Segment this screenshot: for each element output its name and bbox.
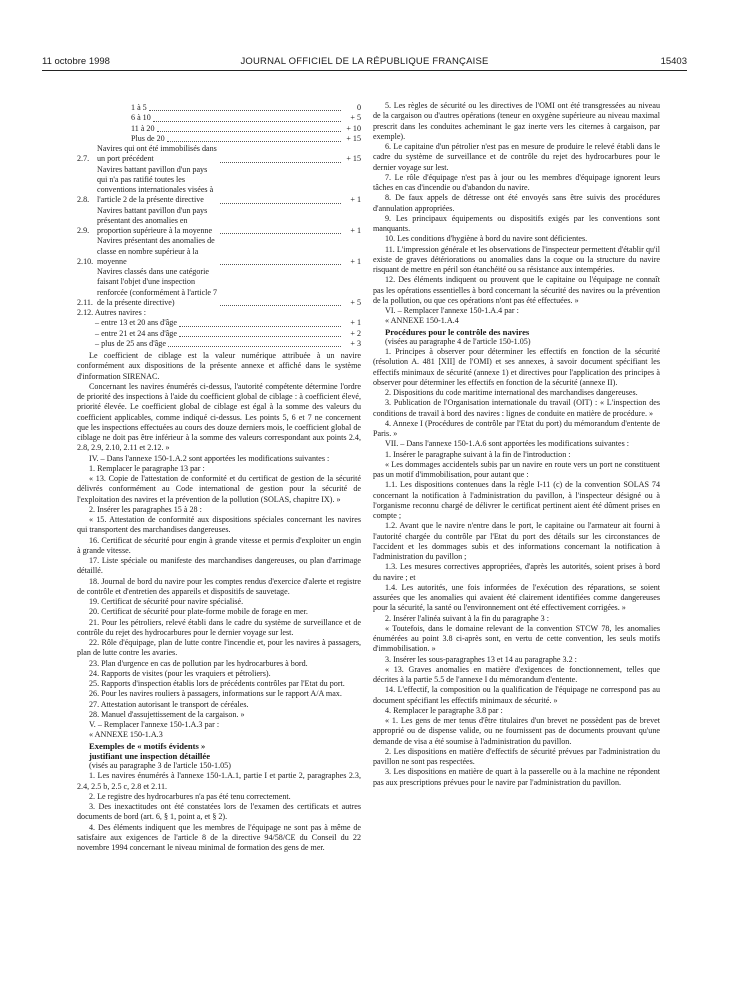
paragraph: 4. Remplacer le paragraphe 3.8 par : xyxy=(385,705,503,715)
paragraph: 7. Le rôle d'équipage n'est pas à jour ou les membres d'équipage ignorent leurs tâches en cas d'incendie ou d'abandon du navire. xyxy=(373,172,660,192)
page-header xyxy=(42,56,687,70)
paragraph: IV. – Dans l'annexe 150-1.A.2 sont apportées les modifications suivantes : xyxy=(89,453,330,463)
item-label: – entre 21 et 24 ans d'âge xyxy=(95,328,177,338)
paragraph: « 13. Graves anomalies en matière d'exigences de fonctionnement, telles que décrites à la partie 5.5 de l'annexe I du mémorandum d'entente. xyxy=(373,664,660,684)
item-number: 2.9. xyxy=(77,226,90,235)
paragraph: 1.2. Avant que le navire n'entre dans le port, le capitaine ou l'armateur ait fourni à l'autorité chargée du contrôle par l'Etat du port des détails sur les circonstances de l'accident et les dommages subis et des informations concernant la notification à l'administration du pavillon ; xyxy=(373,521,660,561)
ages-title: 2.12. Autres navires : xyxy=(77,308,147,317)
item-value: + 1 xyxy=(350,195,361,205)
page-number: 15403 xyxy=(660,56,687,67)
paragraph: « 15. Attestation de conformité aux dispositions spéciales concernant les navires qui transportent des marchandises dangereuses. xyxy=(77,515,361,535)
scale-row xyxy=(77,103,361,113)
item-number: 2.7. xyxy=(77,154,90,164)
item-label: Plus de 20 xyxy=(131,133,165,143)
paragraph: 3. Des inexactitudes ont été constatées lors de l'examen des certificats et autres documents de bord (art. 6, § 1, point a, et § 2). xyxy=(77,802,361,822)
leader-dots xyxy=(220,162,341,163)
item-label: – entre 13 et 20 ans d'âge xyxy=(95,318,177,328)
paragraph: 2. Dispositions du code maritime international des marchandises dangereuses. xyxy=(385,388,638,397)
item-value: + 5 xyxy=(350,297,361,307)
paragraph: 2. Les dispositions en matière d'effectifs de sécurité prévues par l'administration du pavillon ne sont pas respectées. xyxy=(373,746,660,766)
paragraph: VII. – Dans l'annexe 150-1.A.6 sont apportées les modifications suivantes : xyxy=(385,439,629,449)
paragraph: 12. Des éléments indiquent ou prouvent que le capitaine ou l'équipage ne connaît pas les opérations essentielles à bord concernant la sécurité des navires ou la prévention de la pollution, ou que ces opérations n'ont pas été effectuées. » xyxy=(373,275,660,305)
paragraph: 1. Insérer le paragraphe suivant à la fin de l'introduction : xyxy=(385,449,571,459)
item-number: 2.8. xyxy=(77,195,90,205)
paragraph: 23. Plan d'urgence en cas de pollution par les hydrocarbures à bord. xyxy=(89,658,308,668)
leader-dots xyxy=(153,121,341,122)
paragraph: 20. Certificat de sécurité pour plate-forme mobile de forage en mer. xyxy=(89,607,308,617)
paragraph: 18. Journal de bord du navire pour les comptes rendus d'exercice d'alerte et registre de contrôle et d'entretien des appareils et dispositifs de sauvetage. xyxy=(77,576,361,596)
paragraph: 8. De faux appels de détresse ont été envoyés sans être suivis des procédures d'annulation appropriées. xyxy=(373,193,660,213)
paragraph: Concernant les navires énumérés ci-dessus, l'autorité compétente détermine l'ordre de priorité des inspections à l'aide du coefficient global de ciblage : à coefficient élevé, priorité élevée. Le coefficient global de ciblage est égal à la somme des valeurs du coefficient applicables, comme indiqué ci-dessus. Les points 5, 6 et 7 ne concernent que les inspections effectuées au cours des douze derniers mois, le coefficient global de ciblage ne doit pas être inférieur à la somme des valeurs correspondant aux points 2.4, 2.8, 2.9, 2.10, 2.11 et 2.12. » xyxy=(77,381,361,453)
age-row xyxy=(77,329,361,339)
paragraph: 4. Des éléments indiquent que les membres de l'équipage ne sont pas à même de satisfaire aux exigences de l'article 8 de la directive 94/58/CE du Conseil du 22 novembre 1994 concernant le niveau minimal de formation des gens de mer. xyxy=(77,822,361,852)
paragraph: « 13. Copie de l'attestation de conformité et du certificat de gestion de la sécurité délivrés conformément au Code international de gestion pour la sécurité de l'exploitation des navires et la prévention de la pollution (SOLAS, chapitre IX). » xyxy=(77,474,361,504)
paragraph: 17. Liste spéciale ou manifeste des marchandises dangereuses, ou plan d'arrimage détaillé. xyxy=(77,556,361,576)
paragraph: 27. Attestation autorisant le transport de céréales. xyxy=(89,699,249,709)
item-value: + 1 xyxy=(350,318,361,328)
paragraph: « 1. Les gens de mer tenus d'être titulaires d'un brevet ne possèdent pas de brevet approprié ou de dispense valide, ou ne fournissent pas de documents prouvant qu'une demande de visa a été soumise à l'administration du pavillon. xyxy=(373,716,660,746)
item-label: 6 à 10 xyxy=(131,113,151,123)
coefficient-row xyxy=(77,165,361,206)
age-row xyxy=(77,339,361,349)
leader-dots xyxy=(149,110,341,111)
paragraph: 2. Le registre des hydrocarbures n'a pas été tenu correctement. xyxy=(89,791,291,801)
item-number: 2.10. xyxy=(77,256,94,266)
paragraph: 21. Pour les pétroliers, relevé établi dans le cadre du système de surveillance et de contrôle du rejet des hydrocarbures pour le dernier voyage sur lest. xyxy=(77,617,361,637)
annex-title: « ANNEXE 150-1.A.3 xyxy=(89,730,163,740)
leader-dots xyxy=(179,336,341,337)
leader-dots xyxy=(220,305,341,306)
item-value: 0 xyxy=(356,103,361,112)
item-label: Navires battant pavillon d'un pays qui n'a pas ratifié toutes les conventions internationales visées à l'article 2 de la présente directive xyxy=(97,164,214,205)
paragraph: 1.4. Les autorités, une fois informées de l'exécution des réparations, se soient assurées que les anomalies qui avaient été clairement identifiées comme dangereuses pour la sécurité, la santé ou l'environnement ont été effectivement corrigées. » xyxy=(373,582,660,613)
item-value: + 1 xyxy=(350,256,361,266)
leader-dots xyxy=(168,346,341,347)
item-label: Navires présentant des anomalies de classe en nombre supérieur à la moyenne xyxy=(97,236,215,266)
paragraph: 2. Insérer les paragraphes 15 à 28 : xyxy=(89,504,202,514)
section-subheading: (visés au paragraphe 3 de l'article 150-1.05) xyxy=(89,761,231,770)
section-subheading: (visées au paragraphe 4 de l'article 150-1.05) xyxy=(385,336,531,346)
paragraph: 4. Annexe I (Procédures de contrôle par l'Etat du port) du mémorandum d'entente de Paris. » xyxy=(373,418,660,438)
paragraph: 28. Manuel d'assujettissement de la cargaison. » xyxy=(89,709,245,719)
paragraph: 5. Les règles de sécurité ou les directives de l'OMI ont été transgressées au niveau de la cargaison ou d'autres opérations (teneur en oxygène supérieure au niveau maximal prescrit dans les conduites acheminant le gaz inerte vers les citernes à cargaison, par exemple). xyxy=(373,101,660,141)
paragraph: 3. Publication de l'Organisation internationale du travail (OIT) : « L'inspection des conditions de travail à bord des navires : lignes de conduite en matière de procédure. » xyxy=(373,398,660,418)
paragraph: 10. Les conditions d'hygiène à bord du navire sont déficientes. xyxy=(385,234,588,244)
coefficient-row xyxy=(77,144,361,165)
item-label: 1 à 5 xyxy=(131,103,147,112)
paragraph: 1. Les navires énumérés à l'annexe 150-1.A.1, partie I et partie 2, paragraphes 2.3, 2.4, 2.5 b, 2.5 c, 2.8 et 2.11. xyxy=(77,771,361,791)
leader-dots xyxy=(179,326,341,327)
paragraph: « Toutefois, dans le domaine relevant de la convention STCW 78, les anomalies énumérées au point 3.8 ci-après sont, en vertu de cette convention, les seuls motifs d'immobilisation. » xyxy=(373,623,660,654)
coefficient-table xyxy=(77,103,361,349)
paragraph: 16. Certificat de sécurité pour engin à grande vitesse et permis d'exploiter un engin à grande vitesse. xyxy=(77,535,361,555)
item-value: + 1 xyxy=(350,226,361,235)
paragraph: VI. – Remplacer l'annexe 150-1.A.4 par : xyxy=(385,306,519,315)
paragraph: « Les dommages accidentels subis par un navire en route vers un port ne constituent pas un motif d'immobilisation, pour autant que : xyxy=(373,459,660,479)
paragraph: 22. Rôle d'équipage, plan de lutte contre l'incendie et, pour les navires à passagers, plan de lutte contre les avaries. xyxy=(77,638,361,658)
paragraph: 6. Le capitaine d'un pétrolier n'est pas en mesure de produire le relevé établi dans le cadre du système de surveillance et de contrôle du rejet des hydrocarbures pour le dernier voyage sur lest. xyxy=(373,142,660,172)
paragraph: 25. Rapports d'inspection établis lors de précédents contrôles par l'Etat du port. xyxy=(89,679,345,688)
coefficient-row xyxy=(77,267,361,308)
scale-row xyxy=(77,113,361,123)
leader-dots xyxy=(220,203,341,204)
paragraph: V. – Remplacer l'annexe 150-1.A.3 par : xyxy=(89,720,220,729)
section-heading: justifiant une inspection détaillée xyxy=(89,750,211,761)
paragraph: 1.1. Les dispositions contenues dans la règle I-11 (c) de la convention SOLAS 74 concernant la notification à l'administration du pavillon, à l'inspecteur désigné ou à l'organisme reconnu chargé de délivrer le certificat pertinent aient été dûment prises en compte ; xyxy=(373,480,660,520)
leader-dots xyxy=(220,264,341,265)
paragraph: 2. Insérer l'alinéa suivant à la fin du paragraphe 3 : xyxy=(385,613,549,623)
paragraph: Le coefficient de ciblage est la valeur numérique attribuée à un navire conformément aux dispositions de la présente annexe et affiché dans le système d'information SIRENAC. xyxy=(77,351,361,381)
paragraph: 14. L'effectif, la composition ou la qualification de l'équipage ne correspond pas au document spécifiant les effectifs minimaux de sécurité. » xyxy=(373,685,660,705)
paragraph: 26. Pour les navires rouliers à passagers, informations sur le rapport A/A max. xyxy=(89,689,342,699)
paragraph: 9. Les principaux équipements ou dispositifs exigés par les conventions sont manquants. xyxy=(373,213,660,233)
leader-dots xyxy=(220,233,341,234)
item-label: Navires battant pavillon d'un pays présentant des anomalies en proportion supérieure à la moyenne xyxy=(97,205,213,235)
paragraph: 1. Remplacer le paragraphe 13 par : xyxy=(89,463,205,473)
paragraph: 1. Principes à observer pour déterminer les effectifs en fonction de la sécurité (résolution A. 481 [XII] de l'OMI) et ses annexes, à savoir document spécifiant les effectifs minimaux de sécurité (annexe 1) et directives pour l'application des principes à observer pour déterminer les effectifs en fonction de la sécurité (annexe II). xyxy=(373,347,660,387)
item-label: Navires classés dans une catégorie faisant l'objet d'une inspection renforcée (conformément à l'article 7 de la présente directive) xyxy=(97,267,218,307)
item-value: + 3 xyxy=(350,338,361,348)
right-column xyxy=(373,101,660,788)
journal-title: JOURNAL OFFICIEL DE LA RÉPUBLIQUE FRANÇAISE xyxy=(240,56,489,67)
age-row xyxy=(77,318,361,328)
leader-dots xyxy=(167,141,341,142)
item-label: 11 à 20 xyxy=(131,123,155,133)
item-number: 2.11. xyxy=(77,297,93,307)
left-column xyxy=(77,101,361,853)
issue-date: 11 octobre 1998 xyxy=(42,56,110,67)
leader-dots xyxy=(157,131,341,132)
item-value: + 10 xyxy=(346,123,361,133)
item-value: + 2 xyxy=(350,328,361,338)
scale-row xyxy=(77,134,361,144)
section-heading: Exemples de « motifs évidents » xyxy=(89,740,206,751)
paragraph: 19. Certificat de sécurité pour navire spécialisé. xyxy=(89,597,244,606)
coefficient-row xyxy=(77,206,361,237)
item-label: Navires qui ont été immobilisés dans un port précédent xyxy=(97,144,217,164)
paragraph: 24. Rapports de visites (pour les vraquiers et pétroliers). xyxy=(89,668,271,678)
paragraph: 3. Les dispositions en matière de quart à la passerelle ou à la machine ne répondent pas aux prescriptions prévues pour le navire par l'administration du pavillon. xyxy=(373,767,660,787)
coefficient-row xyxy=(77,236,361,267)
item-value: + 5 xyxy=(350,113,361,123)
scale-row xyxy=(77,124,361,134)
paragraph: 1.3. Les mesures correctives appropriées, d'après les autorités, soient prises à bord du navire ; et xyxy=(373,562,660,582)
paragraph: 3. Insérer les sous-paragraphes 13 et 14 au paragraphe 3.2 : xyxy=(385,654,577,664)
annex-title: « ANNEXE 150-1.A.4 xyxy=(385,316,459,326)
section-heading: Procédures pour le contrôle des navires xyxy=(385,326,530,337)
item-value: + 15 xyxy=(346,133,361,143)
item-value: + 15 xyxy=(346,154,361,164)
paragraph: 11. L'impression générale et les observations de l'inspecteur permettent d'établir qu'il existe de graves détériorations ou anomalies dans la coque ou la structure du navire risquant de mettre en péril son étanchéité ou sa résistance aux intempéries. xyxy=(373,244,660,274)
header-rule xyxy=(42,70,687,71)
item-label: – plus de 25 ans d'âge xyxy=(95,338,166,348)
